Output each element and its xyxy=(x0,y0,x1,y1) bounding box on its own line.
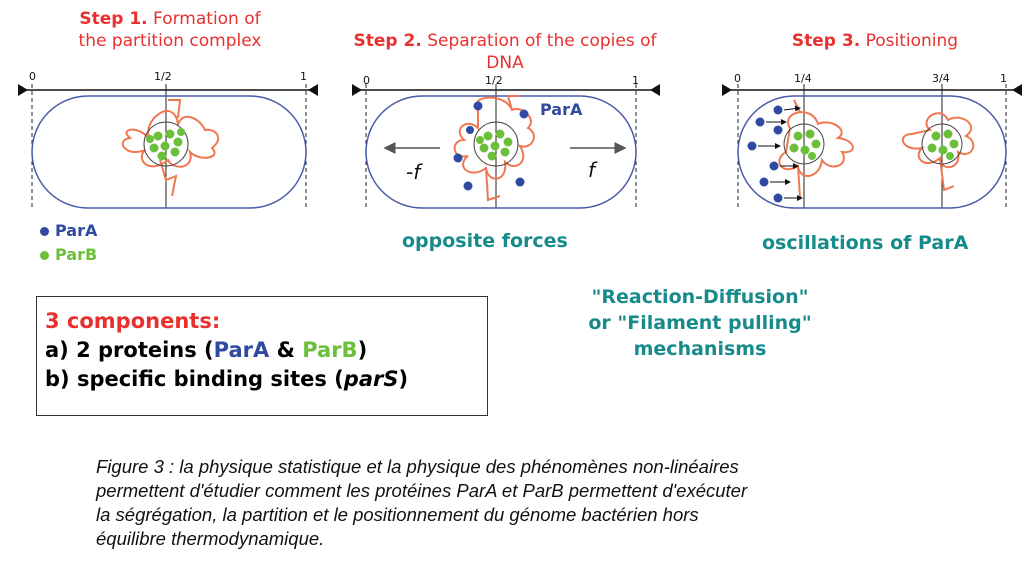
para-oscillation xyxy=(748,106,803,203)
cell-1 xyxy=(18,84,318,208)
dna-strand xyxy=(455,98,534,179)
tick-label: 1/4 xyxy=(794,72,812,85)
force-label-right: f xyxy=(588,158,596,182)
force-label-left: -f xyxy=(406,160,421,184)
dna-strand xyxy=(123,111,218,167)
tick-label: 0 xyxy=(29,70,36,83)
axis-arrow-icon xyxy=(352,84,362,96)
tick-label: 3/4 xyxy=(932,72,950,85)
cell-outline xyxy=(32,96,306,208)
parb-cluster xyxy=(928,130,959,161)
parb-cluster xyxy=(790,130,821,161)
tick-label: 1/2 xyxy=(154,70,172,83)
figure-caption: Figure 3 : la physique statistique et la physique des phénomènes non-linéaires permettent d'étudier comment les protéines ParA et ParB permettent d'exécuter la ségrégation, la partition et le positionnement du génome bactérien hors équilibre thermodynamique. xyxy=(96,456,748,549)
tick-label: 1 xyxy=(632,74,639,87)
cell-2 xyxy=(352,84,660,208)
components-box xyxy=(36,296,488,416)
parb-cluster xyxy=(476,130,513,161)
oscillations-label: oscillations of ParA xyxy=(762,232,969,254)
cell-3 xyxy=(722,84,1022,208)
dna-strand xyxy=(903,113,973,167)
para-dot-icon xyxy=(40,227,49,236)
legend-para: ParA xyxy=(40,220,97,242)
parb-dot-icon xyxy=(40,251,49,260)
step3-heading: Step 3. Positioning xyxy=(791,31,959,51)
components-line-b: b) specific binding sites (parS) xyxy=(45,367,409,391)
tick-label: 0 xyxy=(734,72,741,85)
legend-parb: ParB xyxy=(40,244,97,266)
tick-label: 1/2 xyxy=(485,74,503,87)
axis-arrow-icon xyxy=(650,84,660,96)
step2-heading: Step 2. Separation of the copies of DNA xyxy=(353,31,657,73)
tick-label: 0 xyxy=(363,74,370,87)
components-line-a: a) 2 proteins (ParA & ParB) xyxy=(45,338,368,362)
step1-heading: Step 1. Formation of the partition complex xyxy=(78,9,262,51)
axis-arrow-icon xyxy=(308,84,318,96)
axis-arrow-icon xyxy=(722,84,732,96)
mechanisms-label: "Reaction-Diffusion" or "Filament pulling" mechanisms xyxy=(588,286,812,360)
tick-label: 1 xyxy=(1000,72,1007,85)
axis-arrow-icon xyxy=(1012,84,1022,96)
opposite-forces-label: opposite forces xyxy=(402,230,568,252)
tick-label: 1 xyxy=(300,70,307,83)
axis-arrow-icon xyxy=(18,84,28,96)
components-title: 3 components: xyxy=(45,309,221,333)
para-label: ParA xyxy=(540,100,583,119)
